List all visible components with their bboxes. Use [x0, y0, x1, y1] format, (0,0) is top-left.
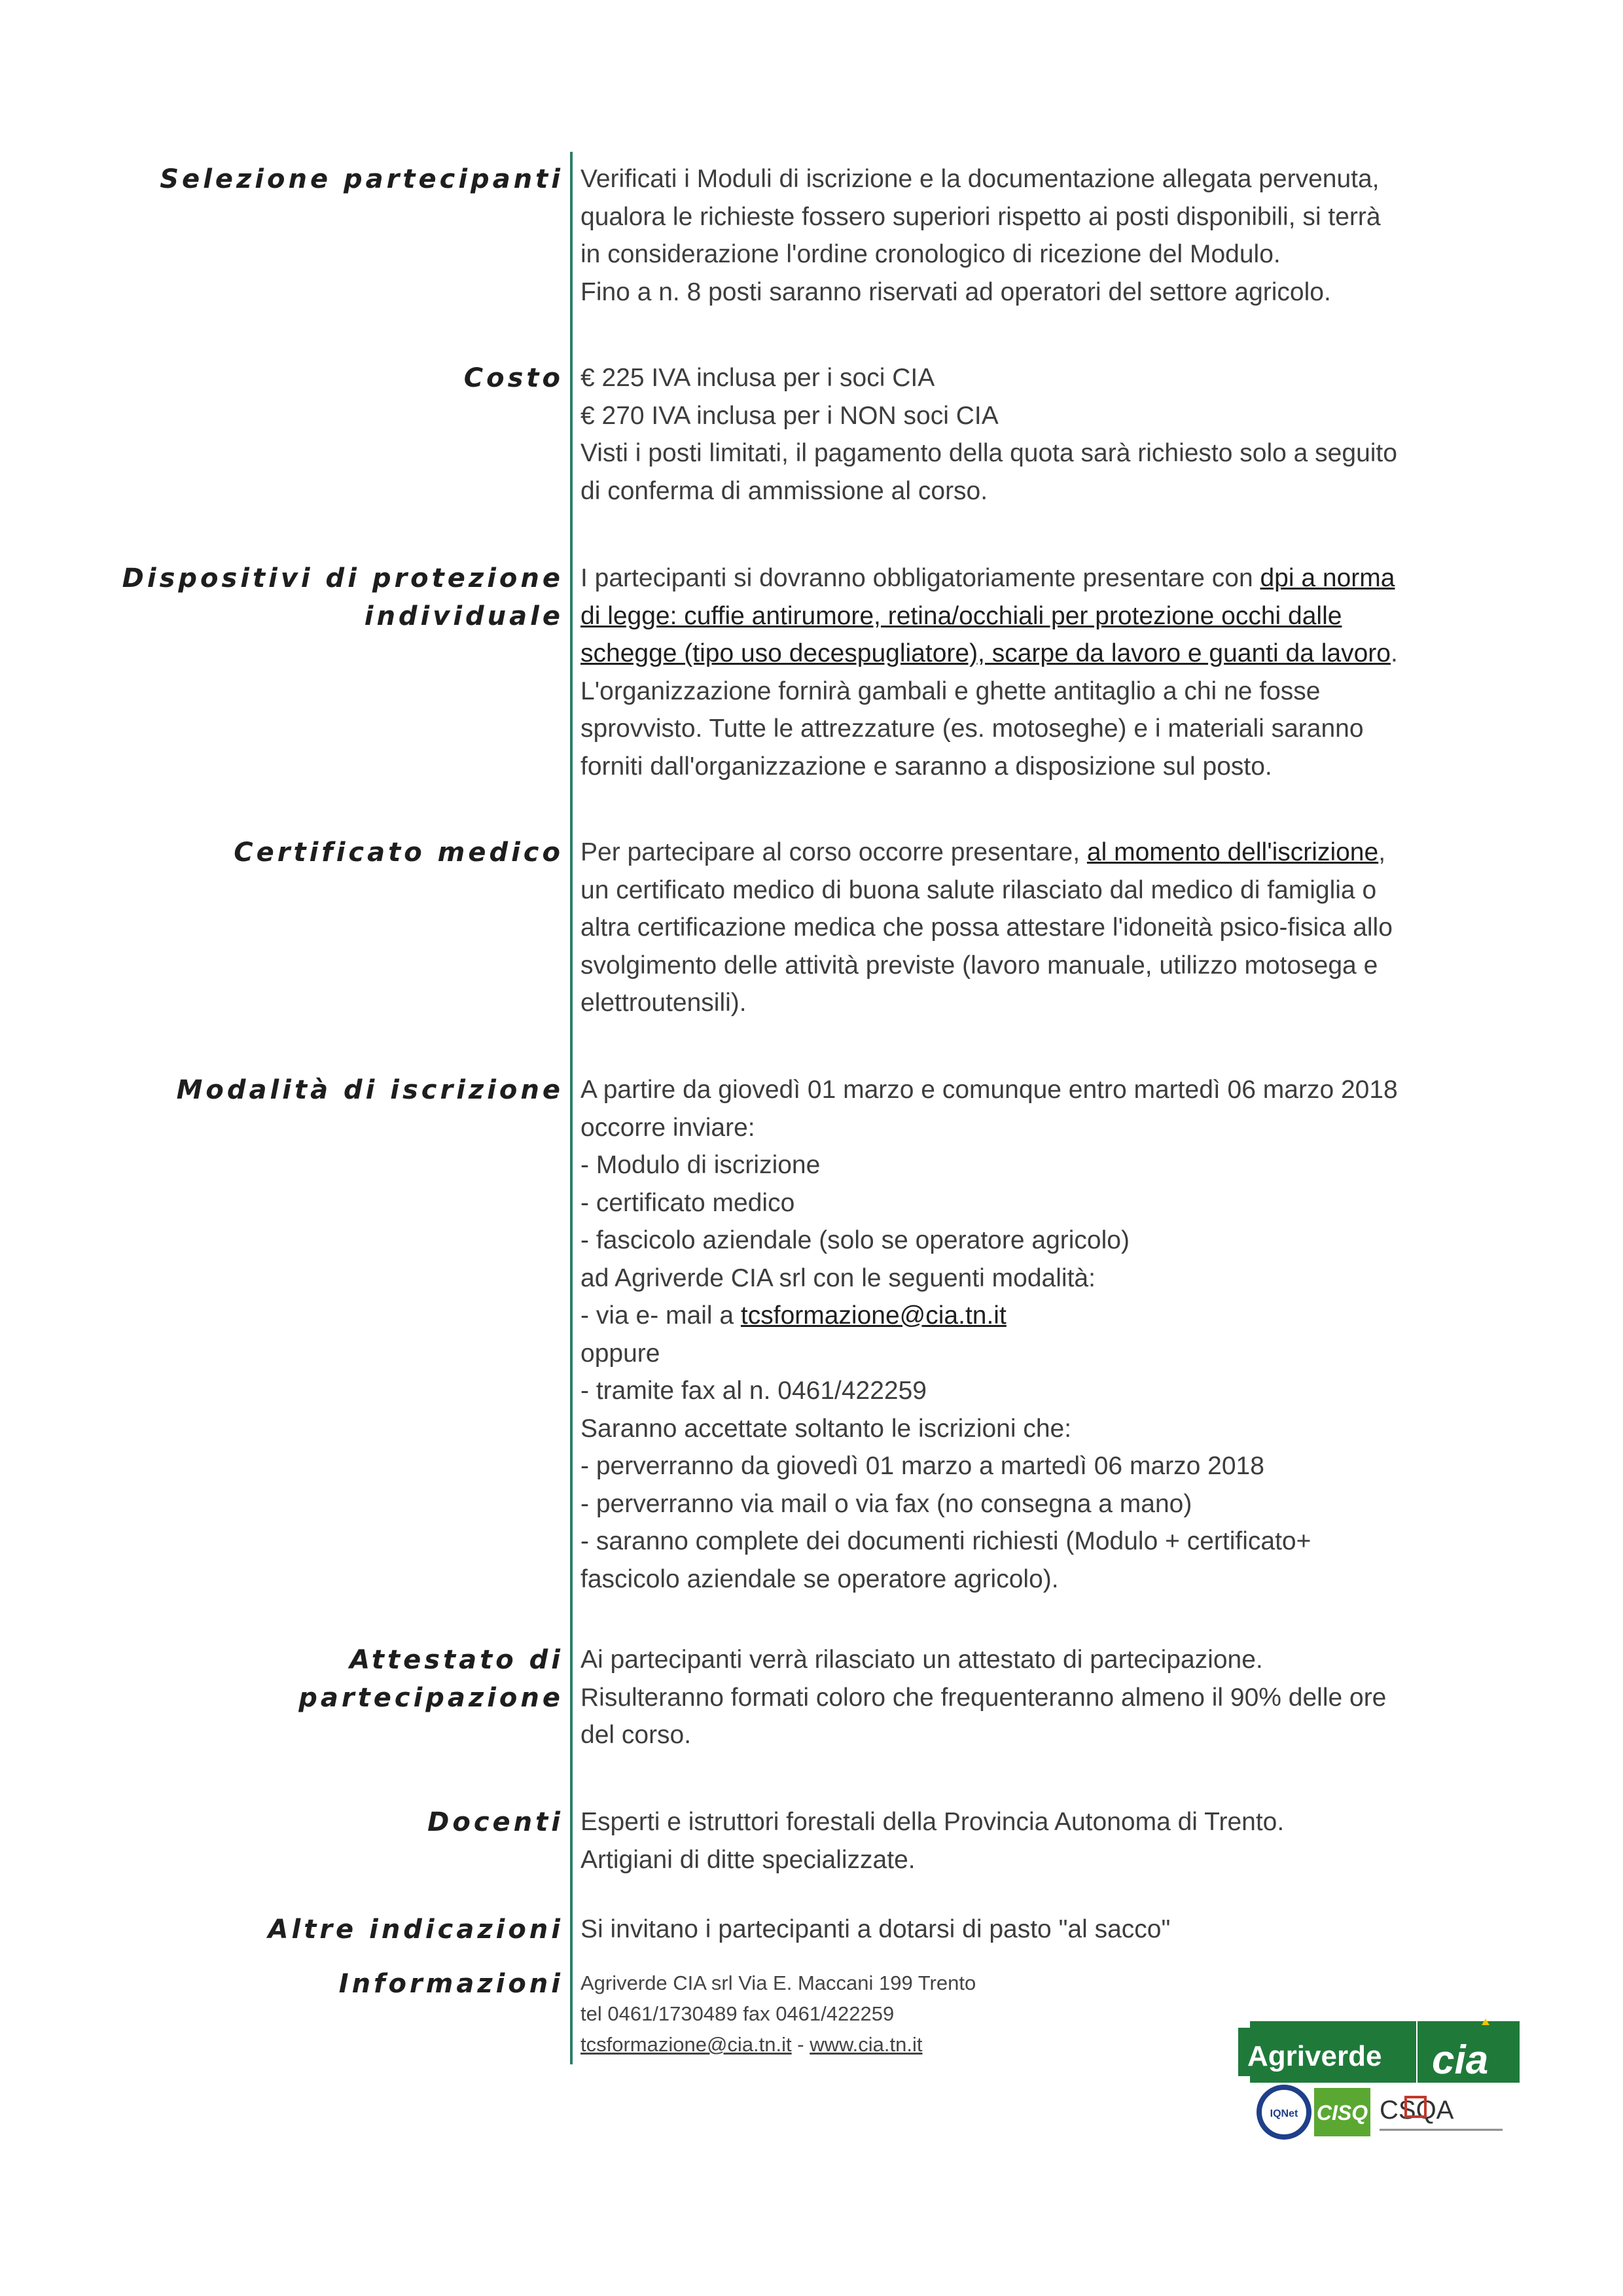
label-altre: Altre indicazioni — [268, 1915, 563, 1945]
underlined-text: dpi a norma — [1260, 564, 1395, 592]
text-line: un certificato medico di buona salute rilasciato dal medico di famiglia o — [580, 875, 1377, 904]
text-line: A partire da giovedì 01 marzo e comunque entro martedì 06 marzo 2018 — [580, 1076, 1398, 1104]
text-line: I partecipanti si dovranno obbligatoriamente presentare con dpi a norma — [580, 564, 1395, 592]
text-line: - saranno complete dei documenti richiesti (Modulo + certificato+ — [580, 1527, 1311, 1555]
text-line: Per partecipare al corso occorre presentare, al momento dell'iscrizione, — [580, 838, 1386, 866]
text-line: fascicolo aziendale se operatore agricolo). — [580, 1564, 1059, 1593]
agriverde-logo-text: Agriverde — [1247, 2040, 1382, 2072]
text-line: Ai partecipanti verrà rilasciato un attestato di partecipazione. — [580, 1646, 1263, 1674]
text-line: Artigiani di ditte specializzate. — [580, 1845, 916, 1874]
text-line: sprovvisto. Tutte le attrezzature (es. motoseghe) e i materiali saranno — [580, 715, 1364, 743]
label-attestato: Attestato di partecipazione — [298, 1645, 563, 1713]
underlined-text: schegge (tipo uso decespugliatore), scarpe da lavoro e guanti da lavoro — [580, 639, 1391, 667]
text-certificato — [580, 834, 1477, 1022]
text-line: schegge (tipo uso decespugliatore), scarpe da lavoro e guanti da lavoro. — [580, 639, 1398, 667]
text-line: tel 0461/1730489 fax 0461/422259 — [580, 2002, 895, 2025]
text-line: in considerazione l'ordine cronologico di ricezione del Modulo. — [580, 240, 1281, 268]
cisq-badge-text: CISQ — [1316, 2101, 1368, 2125]
email-link[interactable]: tcsformazione@cia.tn.it — [580, 2033, 792, 2056]
text-line: forniti dall'organizzazione e saranno a disposizione sul posto. — [580, 752, 1272, 781]
text-altre — [580, 1911, 1477, 1949]
text-line: - Modulo di iscrizione — [580, 1151, 821, 1179]
label-certificato: Certificato medico — [234, 838, 563, 868]
label-modalita: Modalità di iscrizione — [176, 1075, 563, 1105]
text-line: Visti i posti limitati, il pagamento della quota sarà richiesto solo a seguito — [580, 439, 1397, 467]
text-line — [580, 597, 1477, 635]
text-line: Risulteranno formati coloro che frequenteranno almeno il 90% delle ore — [580, 1683, 1387, 1712]
text-line: del corso. — [580, 1721, 692, 1749]
iqnet-badge-text: IQNet — [1270, 2108, 1298, 2119]
text-line: Verificati i Moduli di iscrizione e la documentazione allegata pervenuta, — [580, 165, 1380, 193]
text-line: € 270 IVA inclusa per i NON soci CIA — [580, 401, 999, 430]
text-line: ad Agriverde CIA srl con le seguenti modalità: — [580, 1263, 1096, 1292]
text-line: occorre inviare: — [580, 1113, 755, 1142]
label-selezione: Selezione partecipanti — [160, 164, 563, 194]
text-dpi — [580, 559, 1477, 785]
text-line: L'organizzazione fornirà gambali e ghette antitaglio a chi ne fosse — [580, 677, 1321, 705]
text-line: Fino a n. 8 posti saranno riservati ad operatori del settore agricolo. — [580, 277, 1331, 306]
text-line: - perverranno via mail o via fax (no consegna a mano) — [580, 1489, 1192, 1518]
label-costo: Costo — [463, 363, 563, 393]
csqa-badge-text: CSQA — [1380, 2096, 1454, 2125]
text-line: Si invitano i partecipanti a dotarsi di pasto "al sacco" — [580, 1915, 1171, 1943]
agriverde-cia-logo — [1228, 2017, 1522, 2142]
cia-logo-text: cia — [1432, 2038, 1489, 2083]
text-line: di conferma di ammissione al corso. — [580, 476, 988, 505]
text-attestato — [580, 1641, 1477, 1754]
text-line: - tramite fax al n. 0461/422259 — [580, 1377, 927, 1405]
label-docenti: Docenti — [427, 1807, 563, 1837]
text-line: altra certificazione medica che possa attestare l'idoneità psico-fisica allo — [580, 913, 1393, 942]
text-line: oppure — [580, 1339, 660, 1368]
text-modalita — [580, 1071, 1477, 1598]
text-line: € 225 IVA inclusa per i soci CIA — [580, 364, 935, 392]
text-line: - fascicolo aziendale (solo se operatore agricolo) — [580, 1226, 1130, 1254]
underlined-text: al momento dell'iscrizione — [1086, 838, 1379, 866]
text-line: - via e- mail a tcsformazione@cia.tn.it — [580, 1301, 1007, 1330]
text-docenti — [580, 1803, 1477, 1879]
text-costo — [580, 359, 1477, 510]
text-line: Saranno accettate soltanto le iscrizioni che: — [580, 1414, 1072, 1443]
label-informazioni: Informazioni — [338, 1969, 563, 1999]
text-line: elettroutensili). — [580, 989, 747, 1017]
text-line: Agriverde CIA srl Via E. Maccani 199 Trento — [580, 1971, 976, 1994]
text-selezione — [580, 160, 1477, 311]
text-line: - perverranno da giovedì 01 marzo a martedì 06 marzo 2018 — [580, 1452, 1264, 1480]
text-line: qualora le richieste fossero superiori rispetto ai posti disponibili, si terrà — [580, 202, 1381, 231]
text-line: - certificato medico — [580, 1188, 795, 1217]
email-link[interactable]: tcsformazione@cia.tn.it — [740, 1301, 1007, 1330]
vertical-divider — [570, 152, 573, 2064]
text-line: tcsformazione@cia.tn.it - www.cia.tn.it — [580, 2033, 923, 2056]
underlined-text: di legge: cuffie antirumore, retina/occhiali per protezione occhi dalle — [580, 601, 1342, 630]
text-line: Esperti e istruttori forestali della Provincia Autonoma di Trento. — [580, 1808, 1285, 1836]
website-link[interactable]: www.cia.tn.it — [810, 2033, 923, 2056]
text-line: svolgimento delle attività previste (lavoro manuale, utilizzo motosega e — [580, 951, 1378, 980]
label-dpi: Dispositivi di protezione individuale — [122, 563, 563, 631]
